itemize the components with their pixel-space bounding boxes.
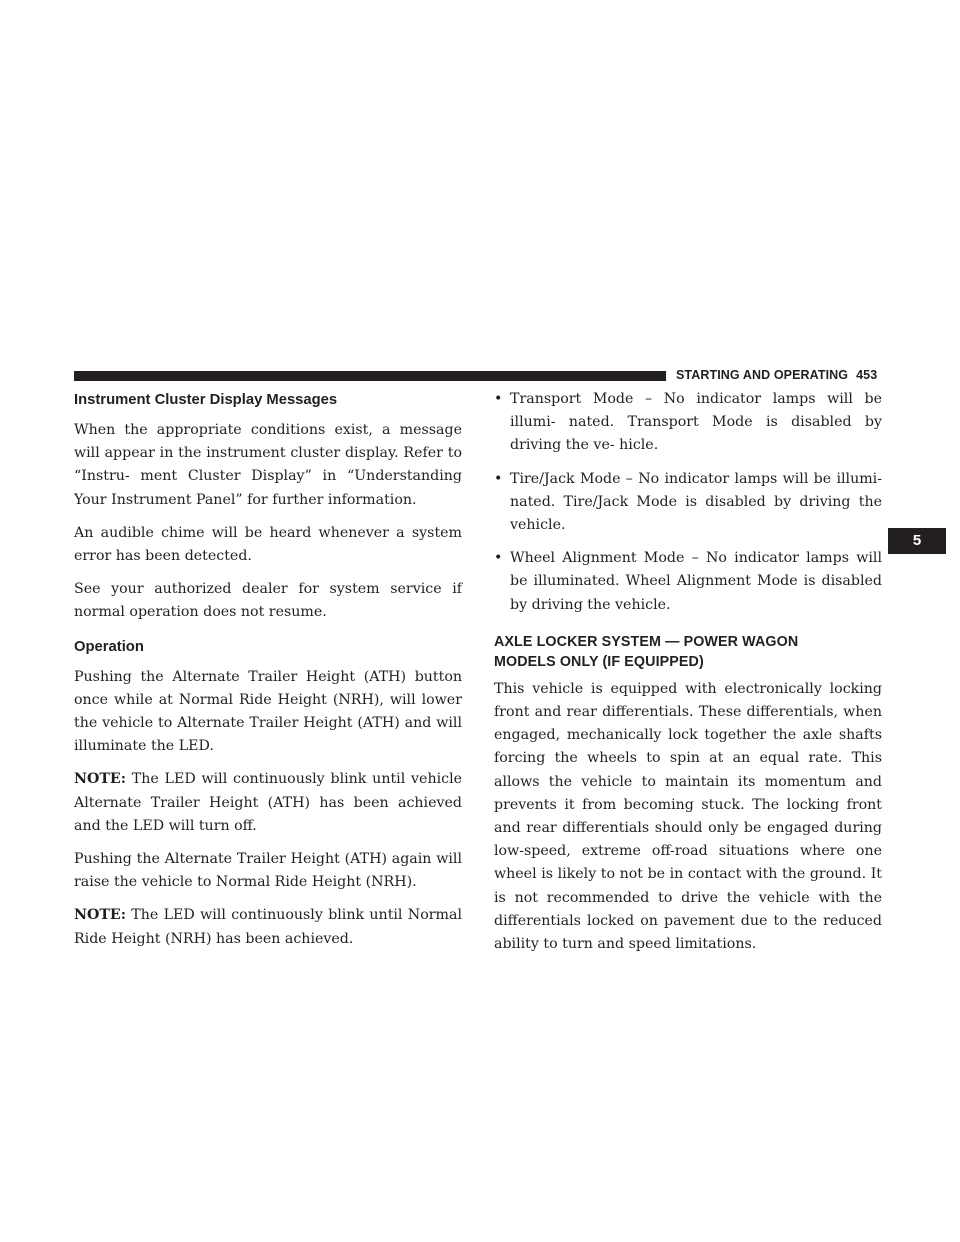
heading-operation: Operation (74, 638, 144, 655)
running-header (676, 366, 882, 384)
paragraph: When the appropriate conditions exist, a message will appear in the instrument cluster display. Refer to “Instru- ment Cluster Display” in “Understanding Your Instrument Panel” for further information. (74, 422, 462, 508)
left-column (74, 388, 462, 961)
heading-axle-locker (494, 632, 882, 672)
list-item-text: Transport Mode – No indicator lamps will be illumi- nated. Transport Mode is disabled by driving the ve- hicle. (510, 391, 882, 454)
header-rule (74, 371, 666, 381)
bullet-icon: • (494, 470, 503, 487)
note-text: The LED will continuously blink until Normal Ride Height (NRH) has been achieved. (74, 907, 462, 947)
bullet-icon: • (494, 550, 503, 567)
list-item (494, 388, 882, 458)
chapter-tab: 5 (888, 528, 946, 554)
note-paragraph (74, 768, 462, 838)
list-item-text: Tire/Jack Mode – No indicator lamps will be illumi- nated. Tire/Jack Mode is disabled by driving the vehicle. (510, 470, 882, 534)
page-number: 453 (856, 368, 878, 382)
mode-list (494, 388, 882, 617)
paragraph: This vehicle is equipped with electronically locking front and rear differentials. These differentials, when engaged, mechanically lock together the axle shafts forcing the wheels to spin at an equal rate. This allows the vehicle to maintain its momentum and prevents it from becoming stuck. The locking front and rear differentials should only be engaged during low-speed, extreme off-road situations where one wheel is likely to not be in contact with the ground. It is not recommended to drive the vehicle with the differentials locked on pavement due to the reduced ability to turn and speed limitations. (494, 680, 882, 953)
list-item (494, 468, 882, 538)
paragraph: An audible chime will be heard whenever a system error has been detected. (74, 524, 462, 565)
note-text: The LED will continuously blink until vehicle Alternate Trailer Height (ATH) has been achieved and the LED will turn off. (74, 771, 463, 834)
list-item (494, 547, 882, 617)
note-paragraph (74, 904, 462, 950)
note-label: NOTE: (74, 907, 126, 924)
list-item-text: Wheel Alignment Mode – No indicator lamps will be illuminated. Wheel Alignment Mode is disabled by driving the vehicle. (510, 550, 882, 613)
heading-line: MODELS ONLY (IF EQUIPPED) (494, 653, 704, 670)
section-title: STARTING AND OPERATING (676, 368, 849, 382)
paragraph: Pushing the Alternate Trailer Height (ATH) again will raise the vehicle to Normal Ride Height (NRH). (74, 851, 462, 891)
bullet-icon: • (494, 391, 503, 407)
paragraph: Pushing the Alternate Trailer Height (ATH) button once while at Normal Ride Height (NRH), will lower the vehicle to Alternate Trailer Height (ATH) and will illuminate the LED. (74, 668, 462, 755)
note-label: NOTE: (74, 771, 126, 788)
heading-instrument-cluster: Instrument Cluster Display Messages (74, 392, 338, 408)
heading-line: AXLE LOCKER SYSTEM — POWER WAGON (494, 633, 799, 650)
paragraph: See your authorized dealer for system service if normal operation does not resume. (74, 581, 462, 621)
right-column (494, 388, 882, 966)
